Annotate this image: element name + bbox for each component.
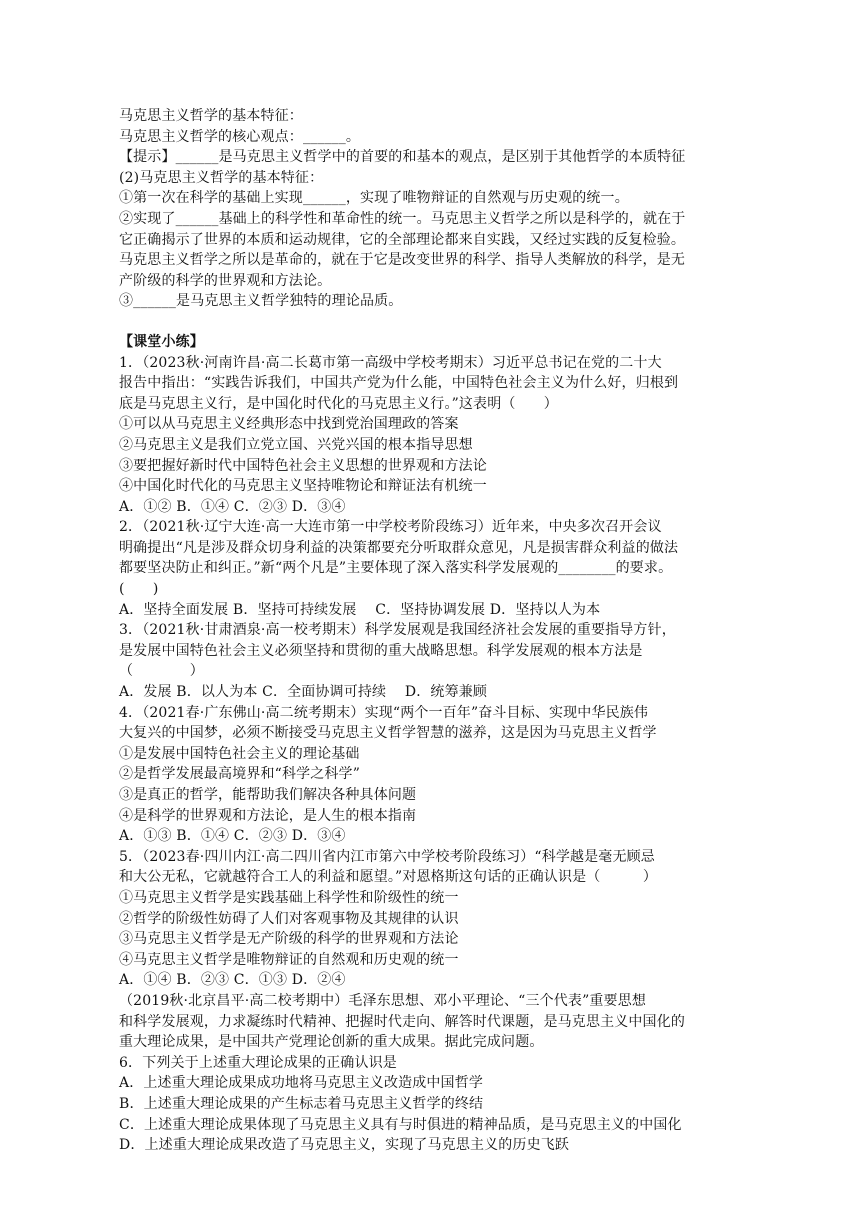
question-line: ①可以从马克思主义经典形态中找到党治国理政的答案	[119, 416, 459, 433]
question-line: 报告中指出：“实践告诉我们，中国共产党为什么能，中国特色社会主义为什么好，归根到	[119, 375, 679, 392]
question-line: 1．（2023秋·河南许昌·高二长葛市第一高级中学校考期末）习近平总书记在党的二十大	[119, 354, 662, 371]
question-line: ②马克思主义是我们立党立国、兴党兴国的根本指导思想	[119, 436, 473, 453]
text-line: 马克思主义哲学的核心观点：______。	[119, 128, 360, 145]
question-line: ②哲学的阶级性妨碍了人们对客观事物及其规律的认识	[119, 910, 459, 927]
question-line: 6．下列关于上述重大理论成果的正确认识是	[119, 1054, 397, 1071]
question-line: ③是真正的哲学，能帮助我们解决各种具体问题	[119, 787, 417, 803]
text-line: (2)马克思主义哲学的基本特征：	[119, 169, 324, 186]
question-line: A．①③ B．①④ C．②③ D．③④	[119, 828, 346, 845]
question-line: D．上述重大理论成果改造了马克思主义，实现了马克思主义的历史飞跃	[119, 1137, 570, 1154]
question-line: A．①② B．①④ C．②③ D．③④	[119, 498, 346, 515]
section-heading: 【课堂小练】	[119, 333, 204, 350]
text-line: ②实现了______基础上的科学性和革命性的统一。马克思主义哲学之所以是科学的，就在于	[119, 210, 686, 227]
question-line: ③要把握好新时代中国特色社会主义思想的世界观和方法论	[119, 457, 487, 474]
question-line: 2．（2021秋·辽宁大连·高一大连市第一中学校考阶段练习）近年来，中央多次召开会议	[119, 519, 662, 536]
question-line: C．上述重大理论成果体现了马克思主义具有与时俱进的精神品质，是马克思主义的中国化	[119, 1116, 682, 1133]
question-line: 3．（2021秋·甘肃酒泉·高一校考期末）科学发展观是我国经济社会发展的重要指导方针，	[119, 622, 676, 639]
question-line: 大复兴的中国梦，必须不断接受马克思主义哲学智慧的滋养，这是因为马克思主义哲学	[119, 725, 657, 742]
question-line: 4．（2021春·广东佛山·高二统考期末）实现“两个一百年”奋斗目标、实现中华民族伟	[119, 704, 649, 721]
question-line: ④马克思主义哲学是唯物辩证的自然观和历史观的统一	[119, 951, 459, 968]
question-line: A．发展 B．以人为本 C．全面协调可持续 D．统筹兼顾	[119, 684, 488, 701]
question-line: 5．（2023春·四川内江·高二四川省内江市第六中学校考阶段练习）“科学越是毫无顾忌	[119, 848, 655, 865]
question-line: 重大理论成果，是中国共产党理论创新的重大成果。据此完成问题。	[119, 1034, 544, 1051]
question-line: 是发展中国特色社会主义必须坚持和贯彻的重大战略思想。科学发展观的根本方法是	[119, 642, 643, 659]
text-line: 它正确揭示了世界的本质和运动规律，它的全部理论都来自实践，又经过实践的反复检验。	[119, 231, 685, 248]
document-body	[119, 106, 769, 1156]
question-line: ①马克思主义哲学是实践基础上科学性和阶级性的统一	[119, 889, 459, 906]
exercise-questions-section	[119, 353, 769, 1156]
philosophy-notes-section	[119, 106, 769, 312]
text-line: ③______是马克思主义哲学独特的理论品质。	[119, 293, 403, 310]
question-line: 和科学发展观，力求凝练时代精神、把握时代走向、解答时代课题，是马克思主义中国化的	[119, 1013, 685, 1030]
text-line: 马克思主义哲学之所以是革命的，就在于它是改变世界的科学、指导人类解放的科学，是无	[119, 252, 685, 269]
question-line: （ ）	[119, 663, 204, 680]
question-line: ①是发展中国特色社会主义的理论基础	[119, 745, 360, 762]
question-line: ( )	[119, 581, 159, 598]
question-line: 和大公无私，它就越符合工人的利益和愿望。”对恩格斯这句话的正确认识是（ ）	[119, 869, 658, 886]
question-line: ④中国化时代化的马克思主义坚持唯物论和辩证法有机统一	[119, 478, 487, 495]
question-line: ②是哲学发展最高境界和“科学之科学”	[119, 766, 361, 783]
question-line: ③马克思主义哲学是无产阶级的科学的世界观和方法论	[119, 931, 459, 948]
section-spacer	[119, 312, 769, 332]
question-line: B．上述重大理论成果的产生标志着马克思主义哲学的终结	[119, 1095, 484, 1112]
question-line: A．①④ B．②③ C．①③ D．②④	[119, 972, 346, 989]
question-line: ④是科学的世界观和方法论，是人生的根本指南	[119, 807, 417, 824]
text-line: 马克思主义哲学的基本特征：	[119, 108, 303, 124]
question-line: （2019秋·北京昌平·高二校考期中）毛泽东思想、邓小平理论、“三个代表”重要思想	[119, 992, 646, 1009]
question-line: A．坚持全面发展 B．坚持可持续发展 C．坚持协调发展 D．坚持以人为本	[119, 601, 601, 618]
text-line: 产阶级的科学的世界观和方法论。	[119, 272, 332, 289]
text-line: ①第一次在科学的基础上实现______，实现了唯物辩证的自然观与历史观的统一。	[119, 190, 629, 207]
question-line: 明确提出“凡是涉及群众切身利益的决策都要充分听取群众意见，凡是损害群众利益的做法	[119, 539, 679, 556]
question-line: A．上述重大理论成果成功地将马克思主义改造成中国哲学	[119, 1075, 484, 1092]
text-line: 【提示】______是马克思主义哲学中的首要的和基本的观点，是区别于其他哲学的本质特征	[119, 149, 686, 166]
question-line: 底是马克思主义行，是中国化时代化的马克思主义行。”这表明（ ）	[119, 395, 558, 412]
question-line: 都要坚决防止和纠正。”新“两个凡是”主要体现了深入落实科学发展观的________的要求。	[119, 560, 673, 577]
